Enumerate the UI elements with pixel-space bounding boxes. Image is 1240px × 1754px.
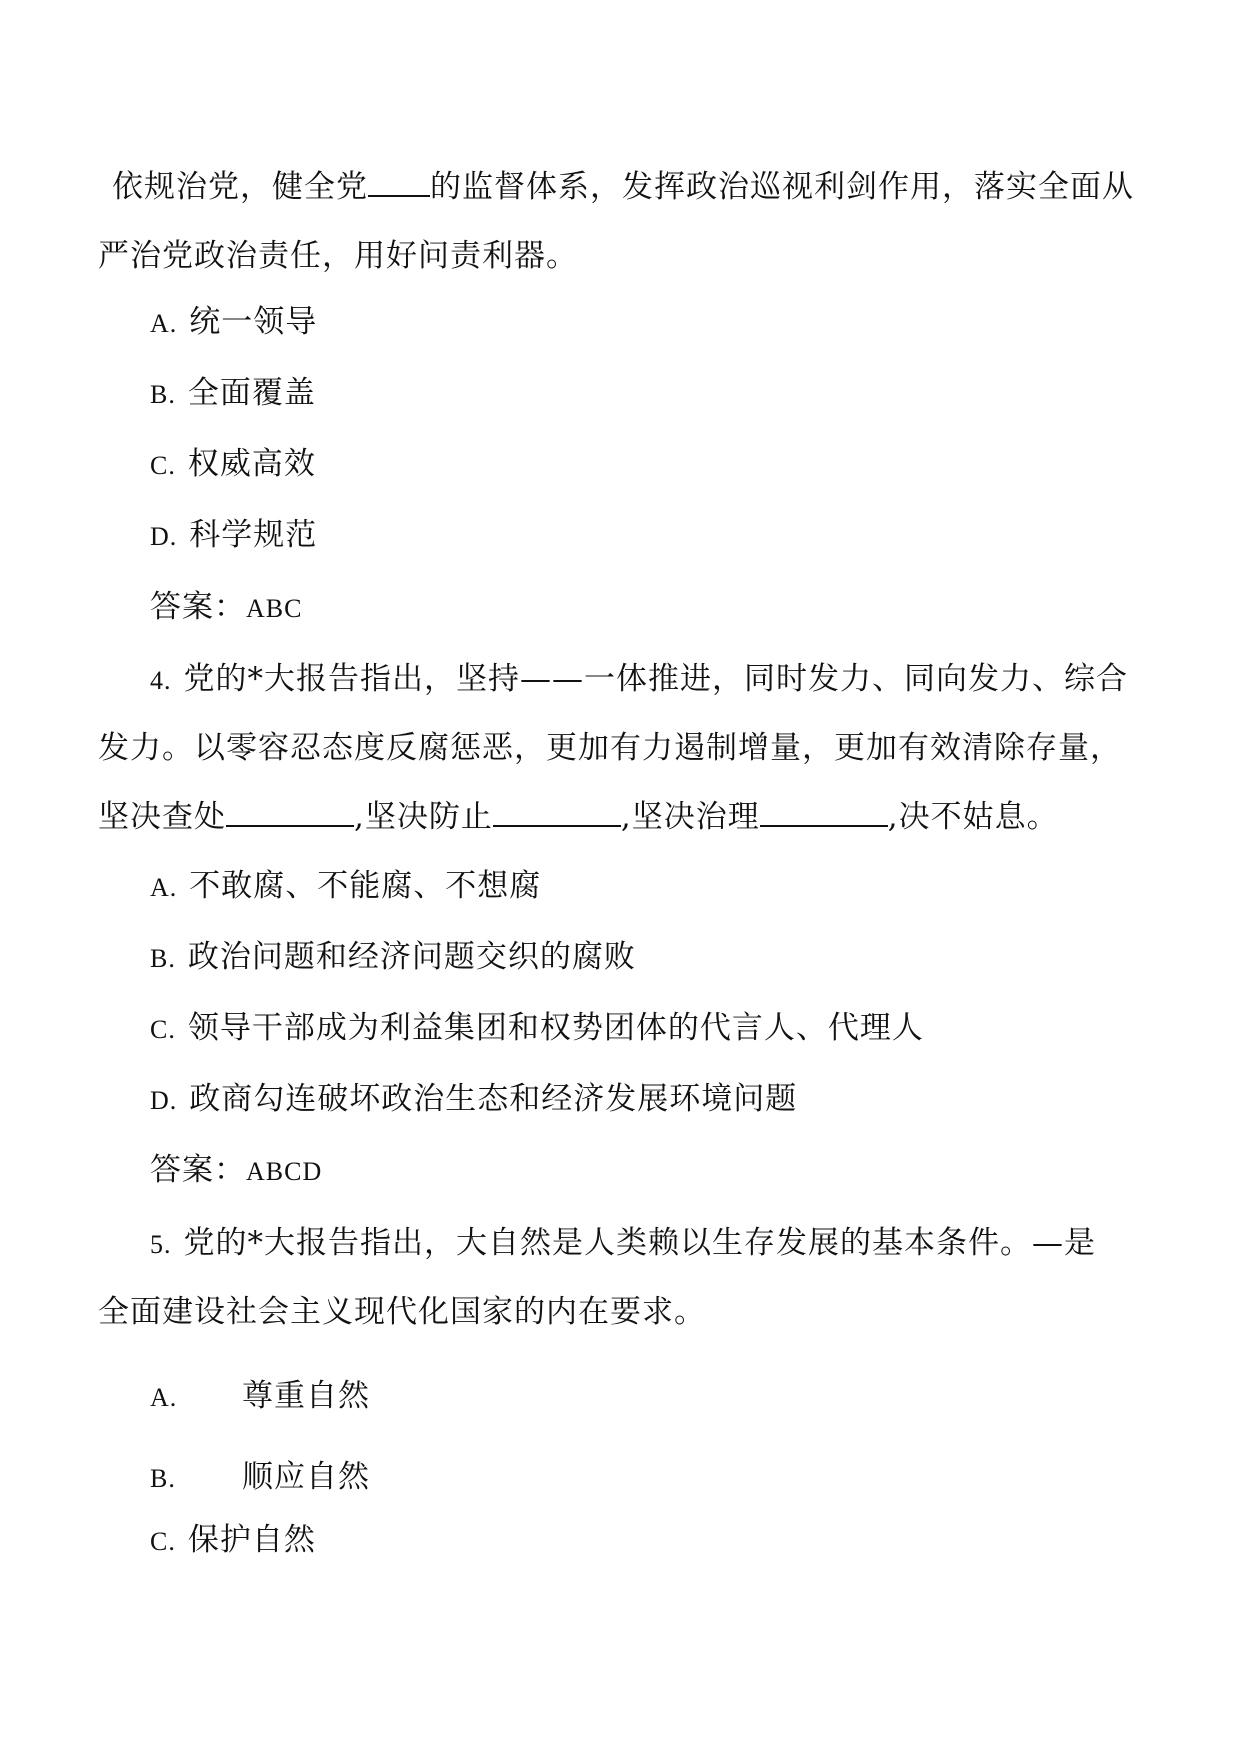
option-label: C.: [150, 451, 176, 480]
q4-stem-part-a: 坚决查处: [98, 799, 226, 835]
q4-blank-2: [493, 801, 621, 827]
option-label: B.: [150, 1464, 176, 1493]
answer-value: ABCD: [246, 1157, 323, 1186]
q5-stem-line-2: 全面建设社会主义现代化国家的内在要求。: [98, 1294, 706, 1330]
option-label: D.: [150, 522, 178, 551]
option-text: 权威高效: [187, 446, 316, 482]
q4-option-a: [150, 866, 541, 908]
option-text: 科学规范: [189, 517, 318, 553]
option-label: A.: [150, 1383, 178, 1412]
q3-stem-text-post: 的监督体系，发挥政治巡视利剑作用，落实全面从: [430, 169, 1134, 205]
option-label: B.: [150, 944, 176, 973]
q5-stem-line-1: [150, 1223, 1096, 1265]
q3-option-b: [150, 373, 316, 415]
q3-option-d: [150, 515, 317, 557]
q3-option-a: [150, 302, 317, 344]
q5-option-c: [150, 1520, 316, 1562]
q4-stem-line-3: [98, 797, 1059, 837]
q3-stem-line-2: 严治党政治责任，用好问责利器。: [98, 238, 578, 274]
option-label: C.: [150, 1015, 176, 1044]
option-text: 政治问题和经济问题交织的腐败: [187, 939, 636, 975]
answer-label: 答案：: [150, 1152, 246, 1188]
option-text: 政商勾连破坏政治生态和经济发展环境问题: [189, 1081, 798, 1117]
q3-option-c: [150, 444, 316, 486]
q4-stem-part-b: ,坚决防止: [354, 799, 493, 835]
q5-option-b: [150, 1457, 370, 1499]
q3-stem-text-pre: 依规治党，健全党: [112, 169, 368, 205]
q4-stem-line-2: 发力。以零容忍态度反腐惩恶，更加有力遏制增量，更加有效清除存量，: [98, 730, 1122, 766]
option-text: 领导干部成为利益集团和权势团体的代言人、代理人: [187, 1010, 924, 1046]
q3-answer: [150, 587, 302, 629]
q4-blank-3: [760, 801, 888, 827]
q5-stem-text: 党的*大报告指出，大自然是人类赖以生存发展的基本条件。—是: [183, 1225, 1096, 1261]
option-text: 不敢腐、不能腐、不想腐: [189, 868, 542, 904]
answer-label: 答案：: [150, 589, 246, 625]
option-text: 全面覆盖: [187, 375, 316, 411]
q4-option-c: [150, 1008, 924, 1050]
option-text: 统一领导: [189, 304, 318, 340]
option-label: A.: [150, 309, 178, 338]
q4-stem-part-d: ,决不姑息。: [887, 799, 1059, 835]
q4-blank-1: [226, 801, 354, 827]
option-label: D.: [150, 1086, 178, 1115]
option-label: C.: [150, 1527, 176, 1556]
q4-stem-part-c: ,坚决治理: [620, 799, 760, 835]
q4-stem-text: 党的*大报告指出，坚持——一体推进，同时发力、同向发力、综合: [183, 661, 1128, 697]
option-label: A.: [150, 873, 178, 902]
q3-stem-line-1: [112, 167, 1134, 207]
question-number: 5.: [150, 1230, 172, 1259]
q4-option-d: [150, 1079, 797, 1121]
option-text: 顺应自然: [242, 1459, 370, 1495]
q4-option-b: [150, 937, 636, 979]
question-number: 4.: [150, 666, 172, 695]
q4-stem-line-1: [150, 659, 1128, 701]
option-text: 保护自然: [187, 1522, 316, 1558]
option-label: B.: [150, 380, 176, 409]
q3-blank: [368, 171, 430, 197]
option-text: 尊重自然: [242, 1378, 370, 1414]
q5-option-a: [150, 1376, 370, 1418]
answer-value: ABC: [246, 594, 303, 623]
q4-answer: [150, 1150, 322, 1192]
